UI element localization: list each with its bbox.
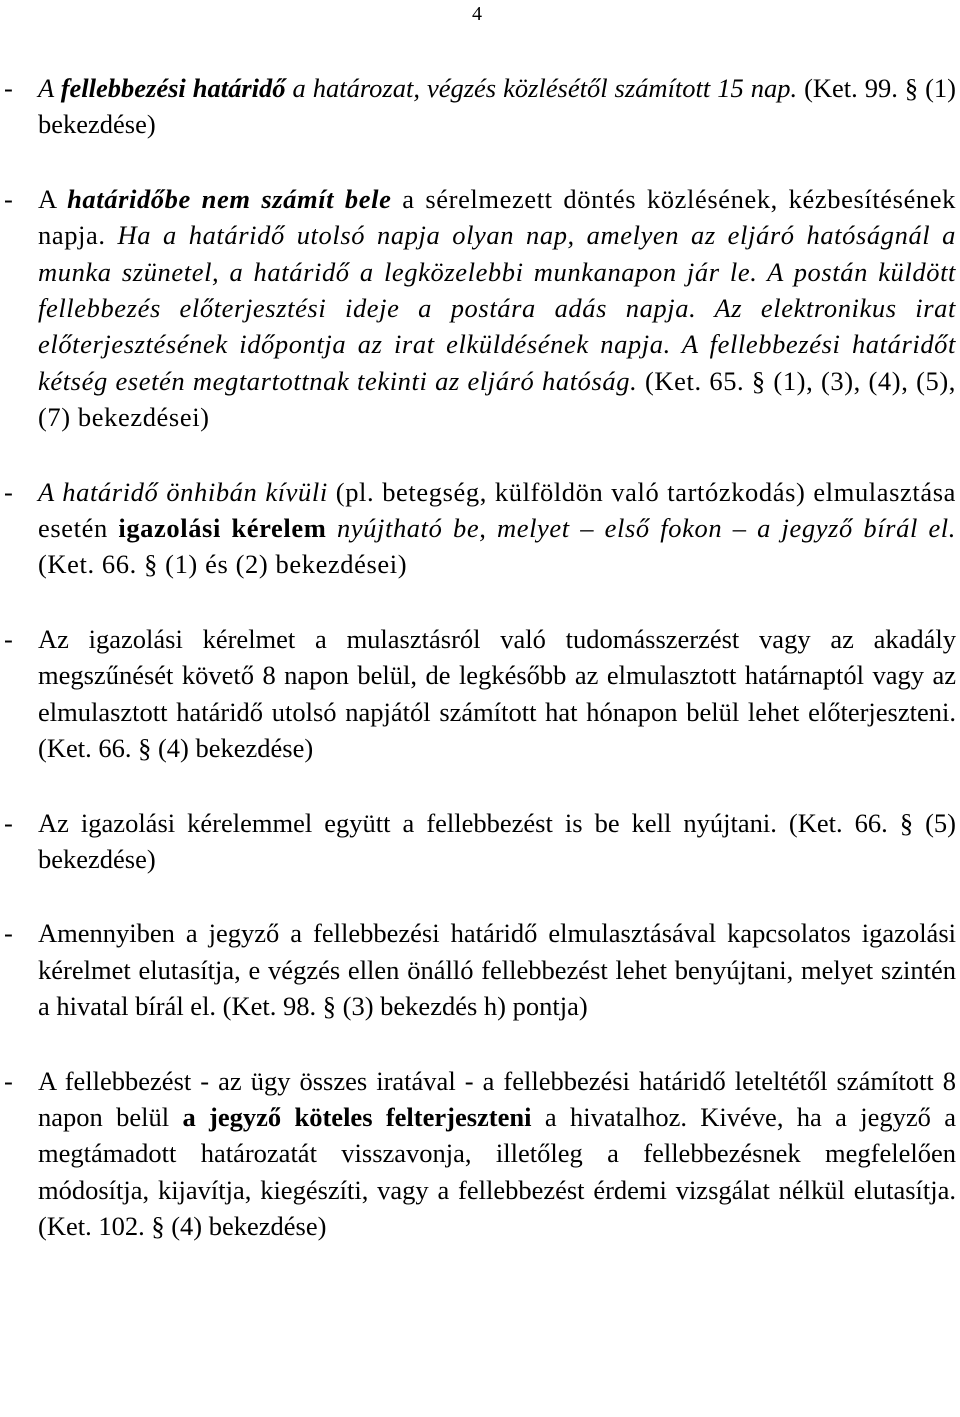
text-segment: A	[38, 183, 68, 214]
text-segment: Az igazolási kérelmet a mulasztásról való tudomásszerzést vagy az akadály megszűnését követő 8 napon belül, de legkésőbb az elmulasztott határnaptól vagy az elmulasztott határidő utolsó napjától számított hat hónapon belül lehet előterjeszteni. (Ket. 66. § (4) bekezdése)	[38, 623, 956, 764]
bullet-dash: -	[4, 183, 14, 214]
text-segment: A határidő önhibán kívüli	[38, 476, 328, 507]
text-segment: a hivatalhoz. Kivéve, ha a jegyző a megtámadott határozatát visszavonja, illetőleg a fellebbezésnek megfelelően módosítja, kijavítja, kiegészíti, vagy a fellebbezést érdemi vizsgálat nélkül elutasítja. (Ket. 102. § (4) bekezdése)	[38, 1101, 956, 1242]
text-segment: határidőbe nem számít bele	[67, 183, 392, 214]
text-segment: Ha a határidő utolsó napja olyan nap, amelyen az eljáró hatóságnál a munka szünetel, a határidő a legközelebbi munkanapon jár le. A postán küldött fellebbezés előterjesztési ideje a postára adás napja. Az elektronikus irat előterjesztésének időpontja az irat elküldésének napja. A fellebbezési határidőt kétség esetén megtartottnak tekinti az eljáró hatóság.	[38, 220, 956, 396]
page-number: 4	[472, 3, 482, 25]
bullet-paragraph	[4, 70, 956, 143]
text-segment: a sérelmezett döntés közlésének, kézbesítésének napja.	[38, 183, 956, 251]
text-segment: A	[38, 73, 61, 103]
text-segment: Az igazolási kérelemmel együtt a fellebbezést is be kell nyújtani. (Ket. 66. § (5) bekezdése)	[38, 807, 956, 874]
text-segment: a jegyző köteles felterjeszteni	[182, 1101, 532, 1132]
text-segment: (pl. betegség, külföldön való tartózkodás) elmulasztása esetén	[38, 476, 956, 544]
bullet-paragraph	[4, 805, 956, 878]
bullet-dash: -	[4, 73, 13, 103]
text-segment: nyújtható be, melyet – első fokon – a jegyző bírál el.	[326, 513, 956, 544]
text-segment: A fellebbezést - az ügy összes iratával - a fellebbezési határidő leteltétől számított 8 napon belül	[38, 1065, 956, 1132]
bullet-paragraph	[4, 621, 956, 767]
bullet-dash: -	[4, 1065, 13, 1096]
bullet-dash: -	[4, 623, 13, 654]
bullet-paragraph	[4, 474, 956, 583]
bullet-dash: -	[4, 807, 13, 838]
text-segment: Amennyiben a jegyző a fellebbezési határidő elmulasztásával kapcsolatos igazolási kérelmet elutasítja, e végzés ellen önálló fellebbezést lehet benyújtani, melyet szintén a hivatal bírál el. (Ket. 98. § (3) bekezdés h) pontja)	[38, 918, 956, 1022]
text-segment: igazolási kérelem	[118, 513, 327, 544]
text-segment: fellebbezési határidő	[60, 73, 286, 103]
bullet-dash: -	[4, 476, 14, 507]
text-segment: (Ket. 99. § (1) bekezdése)	[38, 73, 956, 140]
bullet-paragraph	[4, 1063, 956, 1245]
bullet-paragraph	[4, 181, 956, 436]
text-segment: a határozat, végzés közlésétől számított 15 nap.	[285, 73, 798, 103]
text-segment: (Ket. 65. § (1), (3), (4), (5), (7) bekezdései)	[38, 365, 956, 433]
bullet-paragraph	[4, 915, 956, 1024]
document-body	[4, 70, 956, 1283]
text-segment: (Ket. 66. § (1) és (2) bekezdései)	[38, 549, 408, 580]
bullet-dash: -	[4, 918, 13, 949]
